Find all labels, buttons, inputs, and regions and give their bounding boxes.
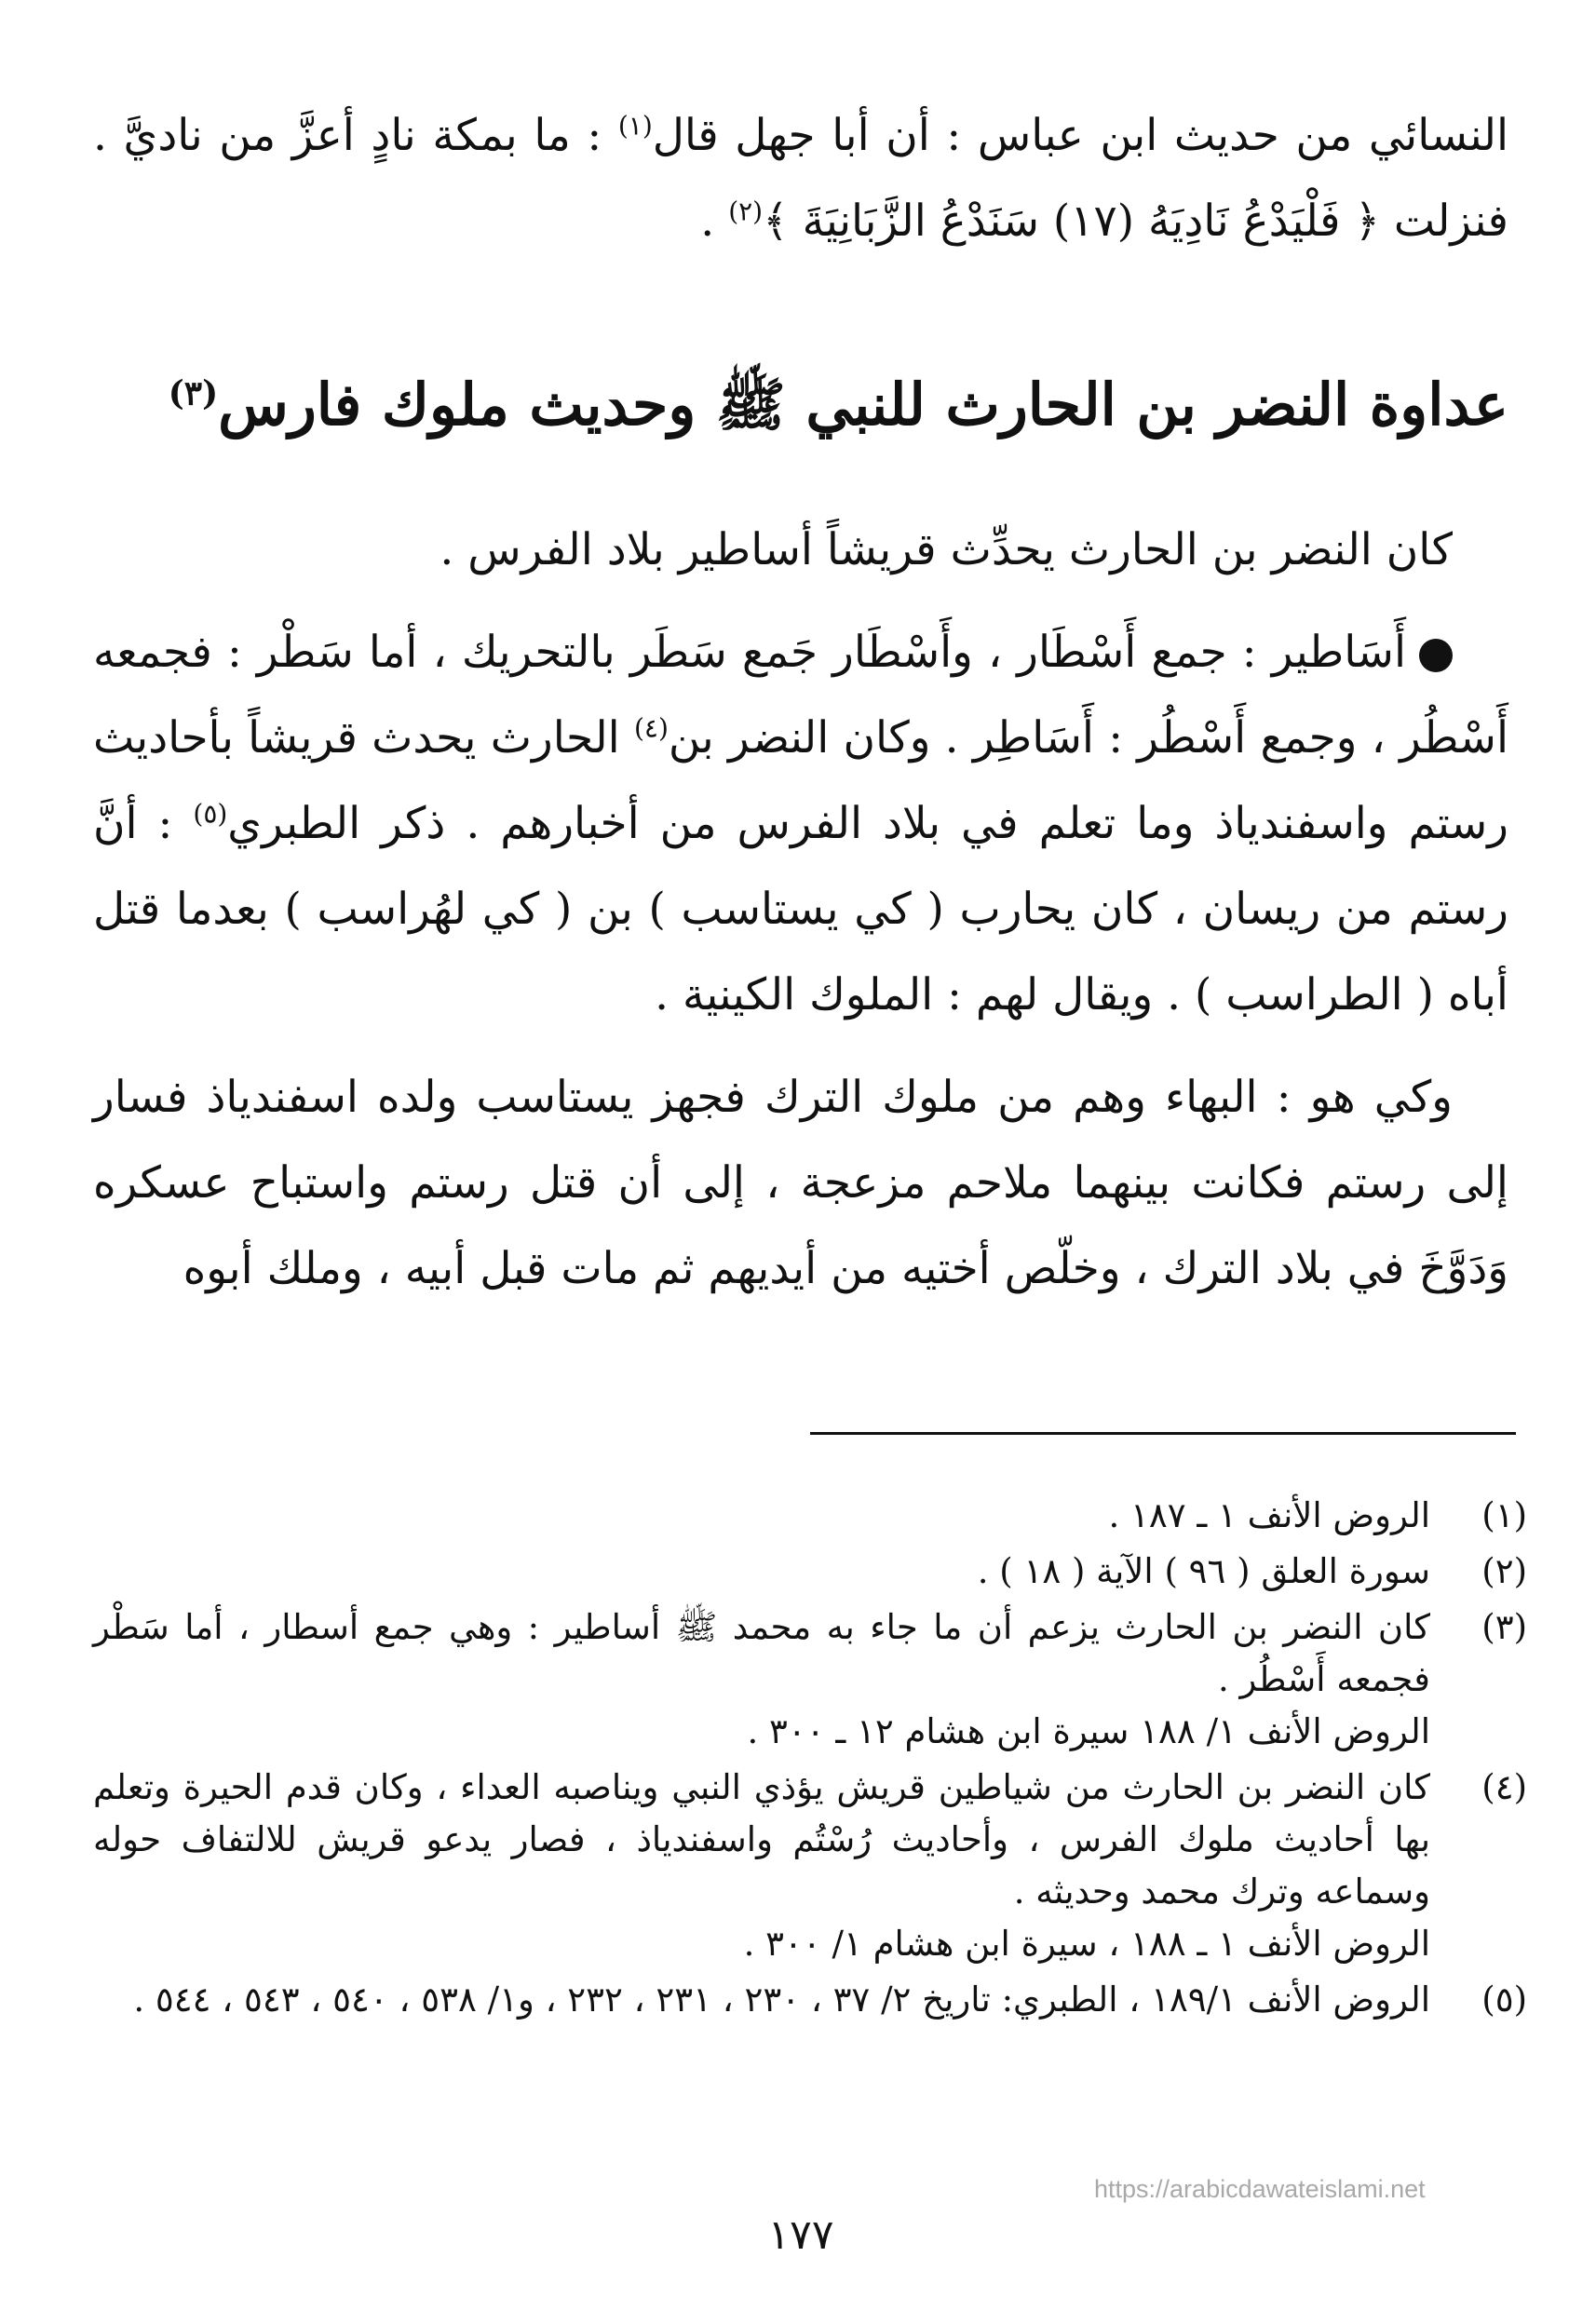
- footnote-1: [93, 1490, 1527, 1542]
- footnote-ref-4: (٤): [633, 712, 669, 744]
- intro-paragraph: [93, 93, 1508, 264]
- footnote-5: [93, 1974, 1527, 2026]
- paragraph-3: وكي هو : البهاء وهم من ملوك الترك فجهز يستاسب ولده اسفندياذ فسار إلى رستم فكانت بينهما ملاحم مزعجة ، إلى أن قتل رستم واستباح عسكره وَدَوَّخَ في بلاد الترك ، وخلّص أختيه من أيديهم ثم مات قبل أبيه ، وملك أبوه: [93, 1072, 1508, 1294]
- intro-text-1: النسائي من حديث ابن عباس : أن أبا جهل قال: [652, 110, 1509, 161]
- footnote-line: الروض الأنف ١ ـ ١٨٧ .: [1108, 1495, 1430, 1535]
- intro-text-2: : ما بمكة نادٍ أعزَّ من ناديَّ . فنزلت ﴿ فَلْيَدْعُ نَادِيَهُ (١٧) سَنَدْعُ الزَّبَانِيَةَ ﴾: [93, 110, 1508, 247]
- footnote-body: [93, 1546, 1454, 1598]
- footnote-line: كان النضر بن الحارث يزعم أن ما جاء به محمد ﷺ أساطير : وهي جمع أسطار ، أما سَطْر فجمعه أَسْطُر .: [93, 1607, 1430, 1699]
- footnote-ref-5: (٥): [193, 798, 228, 830]
- footnote-body: [93, 1490, 1454, 1542]
- footnote-body: [93, 1974, 1454, 2026]
- footnote-number: (٥): [1481, 1979, 1527, 2020]
- footnote-line: سورة العلق ( ٩٦ ) الآية ( ١٨ ) .: [977, 1551, 1430, 1591]
- paragraph-2-text-3: : أنَّ رستم من ريسان ، كان يحارب ( كي يستاسب ) بن ( كي لهُراسب ) بعدما قتل أباه ( الطراسب ) . ويقال لهم : الملوك الكينية .: [93, 798, 1508, 1020]
- footnote-number: (٤): [1481, 1767, 1527, 1807]
- footnote-line: الروض الأنف ١ ـ ١٨٨ ، سيرة ابن هشام ١/ ٣٠٠ .: [743, 1924, 1430, 1964]
- page-number: ١٧٧: [767, 2211, 834, 2259]
- section-body: [93, 507, 1508, 1312]
- watermark-url: https://arabicdawateislami.net: [1094, 2175, 1426, 2203]
- footnote-ref-2: (٢): [728, 196, 764, 227]
- footnotes: [93, 1490, 1527, 2030]
- paragraph-2: [93, 610, 1508, 1038]
- footnote-2: [93, 1546, 1527, 1598]
- footnote-4: [93, 1762, 1527, 1970]
- paragraph-2-text-2: الحارث يحدث قريشاً بأحاديث رستم واسفندياذ وما تعلم في بلاد الفرس من أخبارهم . ذكر الطبري: [93, 712, 1508, 849]
- footnote-divider: [810, 1432, 1516, 1435]
- paragraph-1: كان النضر بن الحارث يحدِّث قريشاً أساطير بلاد الفرس .: [440, 524, 1453, 575]
- footnote-body: [93, 1762, 1454, 1970]
- footnote-ref-3: (٣): [168, 373, 219, 413]
- footnote-line: الروض الأنف ١٨٩/١ ، الطبري: تاريخ ٢/ ٣٧ ، ٢٣٠ ، ٢٣١ ، ٢٣٢ ، و١/ ٥٣٨ ، ٥٤٠ ، ٥٤٣ ، ٥٤٤ .: [133, 1979, 1430, 2020]
- footnote-number: (٣): [1481, 1607, 1527, 1647]
- footnote-number: (٢): [1481, 1551, 1527, 1591]
- footnote-body: [93, 1601, 1454, 1758]
- footnote-line: الروض الأنف ١/ ١٨٨ سيرة ابن هشام ١٢ ـ ٣٠٠ .: [747, 1711, 1430, 1751]
- footnote-ref-1: (١): [617, 110, 653, 142]
- intro-text-3: .: [700, 196, 729, 247]
- footnote-line: كان النضر بن الحارث من شياطين قريش يؤذي النبي ويناصبه العداء ، وكان قدم الحيرة وتعلم بها أحاديث ملوك الفرس ، وأحاديث رُسْتُم واسفندياذ ، فصار يدعو قريش للالتفاف حوله وسماعه وترك محمد وحديثه .: [93, 1767, 1430, 1912]
- paragraph-2-text-1: أَسَاطير : جمع أَسْطَار ، وأَسْطَار جَمع سَطَر بالتحريك ، أما سَطْر : فجمعه أَسْطُر ، وجمع أَسْطُر : أَسَاطِر . وكان النضر بن: [93, 627, 1508, 763]
- footnote-3: [93, 1601, 1527, 1758]
- section-heading-title: عداوة النضر بن الحارث للنبي ﷺ وحديث ملوك فارس: [218, 371, 1508, 439]
- section-heading: [93, 354, 1508, 456]
- bullet-icon: [1419, 639, 1453, 672]
- footnote-number: (١): [1481, 1495, 1527, 1535]
